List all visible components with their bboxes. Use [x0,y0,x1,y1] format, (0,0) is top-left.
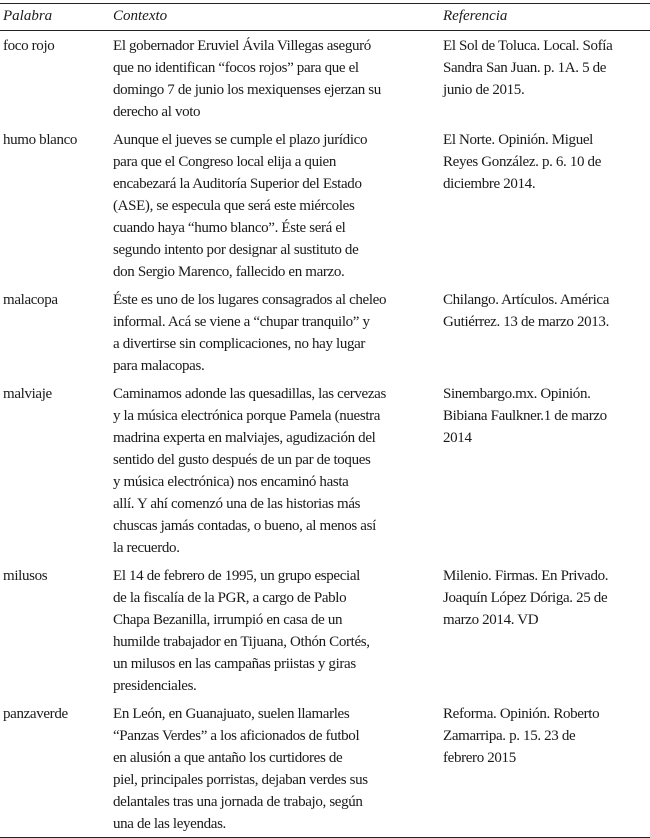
contexto-line: de la fiscalía de la PGR, a cargo de Pablo [113,590,347,606]
contexto-line: un milusos en las campañas priistas y giras [113,656,356,672]
contexto-line: En León, en Guanajuato, suelen llamarles [113,706,350,722]
contexto-line: “Panzas Verdes” a los aficionados de futbol [113,728,360,744]
contexto-line: domingo 7 de junio los mexiquenses ejerzan su [113,82,381,98]
contexto-cell [113,125,443,285]
contexto-line: Éste es uno de los lugares consagrados al cheleo [113,292,387,308]
table-row [0,699,650,838]
table-row [0,285,650,379]
contexto-line: (ASE), se especula que será este miércoles [113,198,355,214]
referencia-cell [443,285,650,379]
glossary-table [0,3,650,838]
contexto-line: segundo intento por designar al sustituto de [113,242,359,258]
table-row [0,125,650,285]
contexto-line: informal. Acá se viene a “chupar tranquilo” y [113,314,370,330]
contexto-line: sentido del gusto después de un par de toques [113,452,371,468]
referencia-line: El Norte. Opinión. Miguel [443,132,593,148]
table-row [0,379,650,561]
contexto-line: allí. Y ahí comenzó una de las historias más [113,496,361,512]
contexto-line: cuando haya “humo blanco”. Éste será el [113,220,346,236]
contexto-line: humilde trabajador en Tijuana, Othón Cortés, [113,634,370,650]
contexto-line: en alusión a que antaño los curtidores de [113,750,343,766]
contexto-line: a divertirse sin complicaciones, no hay lugar [113,336,366,352]
table-header [0,4,650,31]
contexto-line: Caminamos adonde las quesadillas, las cervezas [113,386,386,402]
referencia-cell [443,125,650,285]
contexto-line: derecho al voto [113,104,201,120]
referencia-line: diciembre 2014. [443,176,536,192]
contexto-line: piel, principales porristas, dejaban verdes sus [113,772,368,788]
contexto-cell [113,699,443,838]
table-row [0,31,650,126]
referencia-line: Reyes González. p. 6. 10 de [443,154,601,170]
referencia-line: Reforma. Opinión. Roberto [443,706,600,722]
contexto-line: encabezará la Auditoría Superior del Estado [113,176,362,192]
palabra-cell: malviaje [3,386,52,402]
referencia-cell [443,561,650,699]
contexto-line: para malacopas. [113,358,205,374]
contexto-line: El 14 de febrero de 1995, un grupo especial [113,568,360,584]
table-body [0,31,650,838]
contexto-line: y música electrónica) nos encaminó hasta [113,474,349,490]
contexto-line: Aunque el jueves se cumple el plazo jurídico [113,132,368,148]
contexto-line: El gobernador Eruviel Ávila Villegas aseguró [113,38,371,54]
contexto-line: presidenciales. [113,678,197,694]
header-referencia: Referencia [443,8,508,24]
palabra-cell: panzaverde [3,706,68,722]
contexto-cell [113,31,443,126]
referencia-cell [443,379,650,561]
referencia-line: marzo 2014. VD [443,612,539,628]
contexto-line: y la música electrónica porque Pamela (nuestra [113,408,381,424]
contexto-line: Chapa Bezanilla, irrumpió en casa de un [113,612,343,628]
referencia-line: Chilango. Artículos. América [443,292,610,308]
contexto-line: una de las leyendas. [113,816,226,832]
referencia-line: junio de 2015. [443,82,525,98]
header-palabra: Palabra [3,8,53,24]
contexto-line: madrina experta en malviajes, agudización del [113,430,376,446]
referencia-line: Milenio. Firmas. En Privado. [443,568,609,584]
referencia-line: Zamarripa. p. 15. 23 de [443,728,576,744]
contexto-cell [113,285,443,379]
referencia-line: Joaquín López Dóriga. 25 de [443,590,608,606]
contexto-cell [113,379,443,561]
palabra-cell: malacopa [3,292,58,308]
contexto-line: chuscas jamás contadas, o bueno, al menos así [113,518,376,534]
referencia-line: 2014 [443,430,472,446]
referencia-cell [443,31,650,126]
contexto-cell [113,561,443,699]
contexto-line: delantales tras una jornada de trabajo, según [113,794,363,810]
referencia-cell [443,699,650,838]
referencia-line: febrero 2015 [443,750,516,766]
referencia-line: Gutiérrez. 13 de marzo 2013. [443,314,609,330]
contexto-line: para que el Congreso local elija a quien [113,154,336,170]
referencia-line: El Sol de Toluca. Local. Sofía [443,38,613,54]
contexto-line: que no identifican “focos rojos” para que el [113,60,359,76]
contexto-line: la recuerdo. [113,540,180,556]
contexto-line: don Sergio Marenco, fallecido en marzo. [113,264,345,280]
referencia-line: Sinembargo.mx. Opinión. [443,386,591,402]
header-contexto: Contexto [113,8,168,24]
referencia-line: Bibiana Faulkner.1 de marzo [443,408,607,424]
palabra-cell: milusos [3,568,48,584]
palabra-cell: humo blanco [3,132,78,148]
palabra-cell: foco rojo [3,38,55,54]
referencia-line: Sandra San Juan. p. 1A. 5 de [443,60,607,76]
table-row [0,561,650,699]
